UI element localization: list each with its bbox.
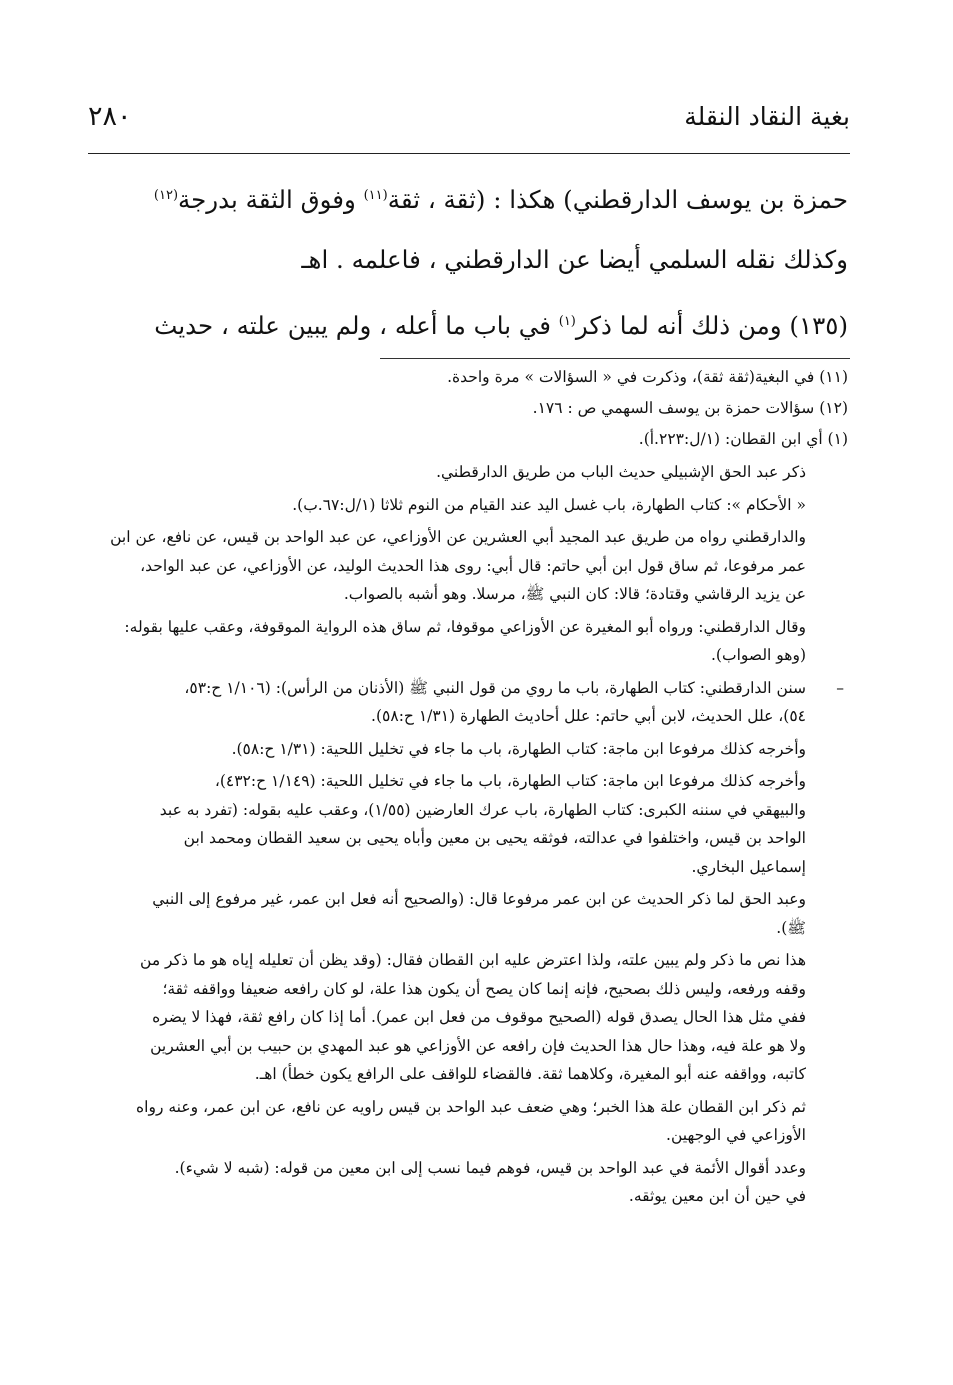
- header-rule: [88, 153, 850, 154]
- note-paragraph-9: [98, 946, 806, 1089]
- note-line: الواحد بن قيس، واختلفوا في عدالته، فوثقه يحيى بن معين وأباه يحيى بن سعيد القطان ومحمد ابن: [183, 829, 806, 847]
- note-line: ولا هو علة فيه، وهذا حال هذا الحديث فإن رافعه عن الأوزاعي هو عبد المهدي بن حبيب بن أبي العشرين: [150, 1036, 806, 1055]
- footnote-ref-11[interactable]: (١١): [363, 188, 388, 203]
- note-line: والدارقطني رواه من طريق عبد المجيد أبي العشرين عن الأوزاعي، عن عبد الواحد بن قيس، عن نافع، عن ابن: [110, 528, 806, 546]
- main-text: [88, 170, 848, 356]
- note-paragraph-5: [98, 674, 844, 731]
- main-line-1: حمزة بن يوسف الدارقطني) هكذا : (ثقة ، ثقة$^{(١١)}$ وفوق الثقة بدرجة$^{(١٢)}$: [153, 185, 848, 214]
- note-line: وعدد أقوال الأئمة في عبد الواحد بن قيس، فوهم فيما نسب إلى ابن معين من قوله: (شبه لا شيء).: [174, 1158, 806, 1177]
- main-line-3: (١٣٥) ومن ذلك أنه لما ذكر$^{(١)}$ في باب ما أعله ، ولم يبين علته ، حديث: [154, 311, 848, 340]
- note-paragraph-6: [98, 735, 806, 764]
- note-line: وأخرجه كذلك مرفوعا ابن ماجة: كتاب الطهارة، باب ما جاء في تخليل اللحية: (١/١٤٩ ح:٤٣٢)،: [214, 772, 806, 790]
- note-line: كاتبه، وواقفه عنه أبو المغيرة، وكلاهما ثقة. فالقضاء للواقف على الرافع يكون خطأ) اهـ.: [254, 1065, 806, 1083]
- note-line: ففي مثل هذا الحال يصدق قوله (الصحيح موقوف من فعل ابن عمر). أما إذا كان رافع ثقة، فهذا لا يضره: [152, 1008, 806, 1026]
- note-line: هذا نص ما ذكر ولم يبين علته، ولذا اعترض عليه ابن القطان فقال: (وقد يظن أن تعليله إياه هو ما ذكر من: [140, 951, 806, 969]
- note-line: عن يزيد الرقاشي وقتادة؛ قالا: كان النبي ﷺ، مرسلا. وهو أشبه بالصواب.: [343, 585, 806, 603]
- dash-marker: –: [836, 678, 844, 697]
- note-line: ﷺ).: [776, 918, 806, 937]
- main-line-2: وكذلك نقله السلمي أيضا عن الدارقطني ، فاعلمه . اهـ: [301, 245, 848, 274]
- note-line: سنن الدارقطني: كتاب الطهارة، باب ما روي من قول النبي ﷺ (الأذنان من الرأس): (١/١٠٦ ح:٥٣،: [184, 678, 806, 697]
- footnote-rule: [380, 358, 850, 359]
- note-line: وقفه ورفعه، وليس ذلك بصحيح، فإنه إنما كان يصح أن يكون هذا علة، لو كان رافعه ضعيفا وواقفه ثقة؛: [162, 979, 806, 998]
- note-paragraph-2: [98, 491, 806, 520]
- book-title: بغية النقاد النقلة: [684, 102, 850, 131]
- note-line: وقال الدارقطني: ورواه أبو المغيرة عن الأوزاعي موقوفا، ثم ساق هذه الرواية الموقوفة، وعقب عليها بقوله:: [124, 617, 806, 636]
- page-number: ٢٨٠: [88, 101, 132, 132]
- note-line: عمر مرفوعا، ثم ساق قول ابن أبي حاتم: قال أبي: روى هذا الحديث الوليد، عن الأوزاعي، عن عبد الواحد،: [140, 556, 806, 575]
- note-paragraph-3: [98, 523, 806, 609]
- note-paragraph-8: [98, 885, 806, 942]
- footnote-1: (١) أي ابن القطان: (١/ل:٢٢٣.أ).: [638, 430, 848, 448]
- note-line: وعبد الحق لما ذكر الحديث عن ابن عمر مرفوعا قال: (والصحيح أنه فعل ابن عمر، غير مرفوع إلى النبي: [152, 890, 806, 908]
- running-header: [88, 97, 850, 141]
- footnote-ref-12[interactable]: (١٢): [153, 188, 179, 203]
- note-line: وأخرجه كذلك مرفوعا ابن ماجة: كتاب الطهارة، باب ما جاء في تخليل اللحية: (١/٣١ ح:٥٨).: [231, 739, 806, 758]
- note-line: إسماعيل البخاري.: [691, 857, 806, 876]
- footnote-11: (١١) في البغية(ثقة ثقة)، وذكرت في « السؤالات » مرة واحدة.: [447, 368, 848, 386]
- note-line: ذكر عبد الحق الإشبيلي حديث الباب من طريق الدارقطني.: [436, 463, 806, 481]
- note-line: الأوزاعي في الوجهين.: [666, 1126, 806, 1144]
- note-line: في حين أن ابن معين يوثقه.: [628, 1187, 806, 1205]
- note-line: والبيهقي في سننه الكبرى: كتاب الطهارة، باب عرك العارضين (١/٥٥)، وعقب عليه بقوله: (تفرد به عبد: [159, 800, 806, 819]
- footnote-ref-1[interactable]: (١): [558, 314, 576, 329]
- note-line: ثم ذكر ابن القطان علة هذا الخبر؛ وهي ضعف عبد الواحد بن قيس راويه عن نافع، عن ابن عمر، وعنه رواه: [136, 1097, 806, 1116]
- footnotes-section: [98, 365, 848, 1215]
- footnote-12: (١٢) سؤالات حمزة بن يوسف السهمي ص : ١٧٦.: [532, 399, 848, 417]
- note-paragraph-10: [98, 1093, 806, 1150]
- note-line: ٥٤)، علل الحديث، لابن أبي حاتم: علل أحاديث الطهارة (١/٣١ ح:٥٨).: [371, 707, 806, 725]
- note-line: (وهو الصواب).: [711, 646, 806, 664]
- note-paragraph-11: [98, 1154, 806, 1211]
- note-paragraph-1: [98, 458, 806, 487]
- note-paragraph-7: [98, 767, 806, 881]
- note-line: « الأحكام »: كتاب الطهارة، باب غسل اليد عند القيام من النوم ثلاثا (١/ل:٦٧.ب).: [292, 495, 806, 514]
- note-paragraph-4: [98, 613, 806, 670]
